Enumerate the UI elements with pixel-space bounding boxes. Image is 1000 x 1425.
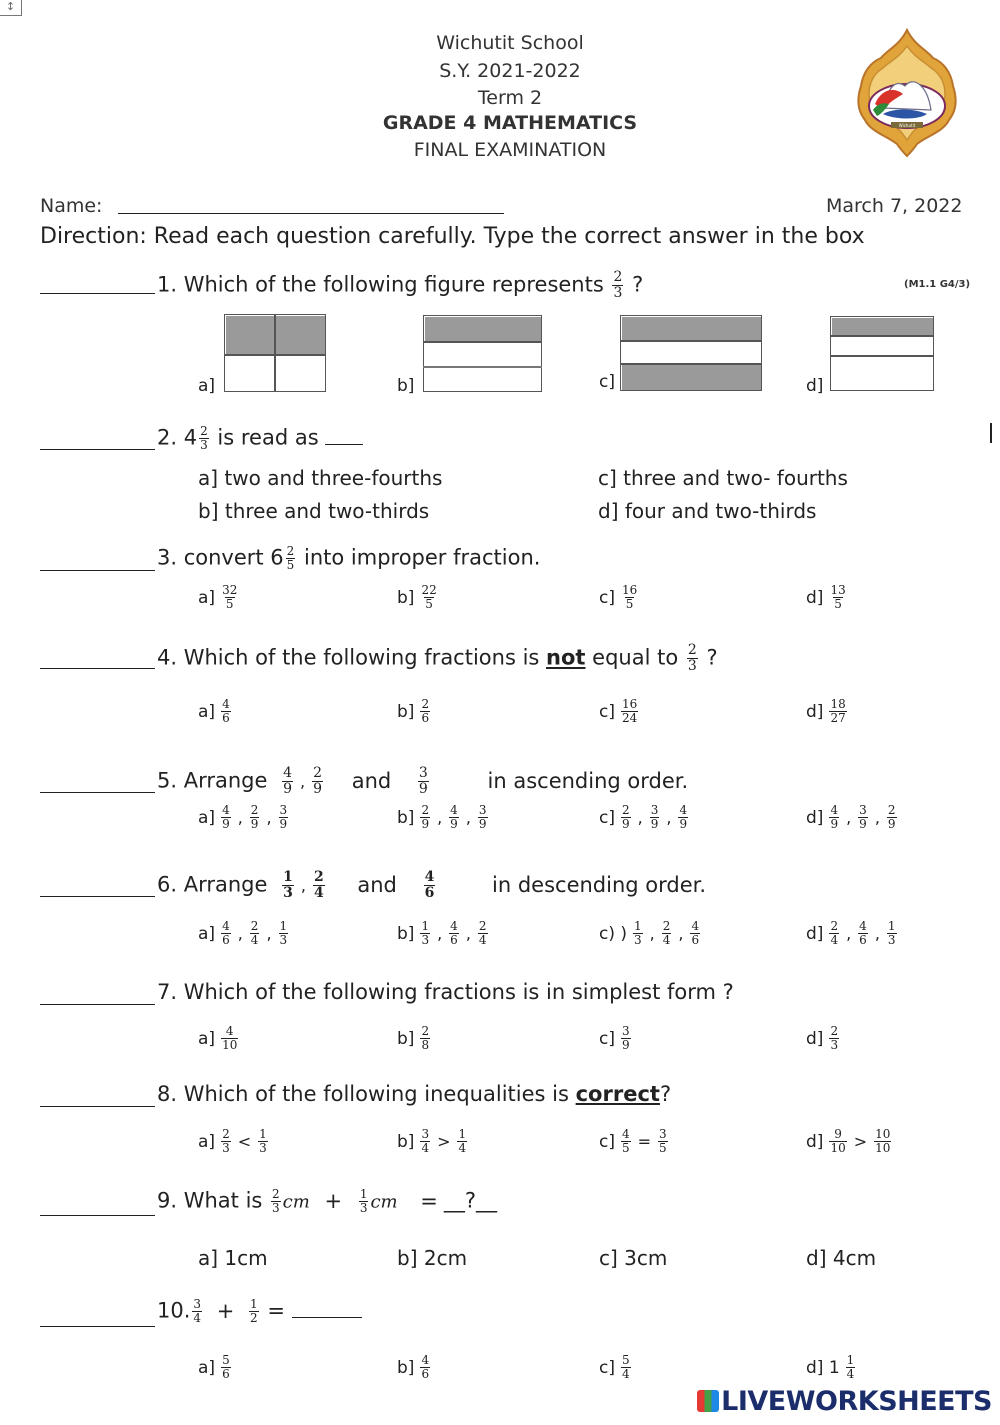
fraction: $\frac{3}{9}$ bbox=[478, 803, 487, 831]
answer-blank-1[interactable] bbox=[40, 293, 155, 294]
fraction: $\frac{2}{9}$ bbox=[621, 803, 630, 831]
fraction: $\frac{9}{10}$ bbox=[830, 1127, 846, 1155]
fraction: $\frac{1}{3}$ bbox=[283, 869, 293, 901]
fraction: $\frac{3}{9}$ bbox=[418, 765, 428, 797]
option-8a[interactable]: a] $\frac{2}{3}$ < $\frac{1}{3}$ bbox=[198, 1127, 267, 1155]
school-logo bbox=[853, 28, 961, 158]
fraction: $\frac{10}{10}$ bbox=[875, 1127, 891, 1155]
figure-d-label[interactable]: d] bbox=[806, 376, 824, 396]
fraction: $\frac{1}{3}$ bbox=[887, 919, 896, 947]
fraction: $\frac{2}{9}$ bbox=[250, 803, 259, 831]
fraction: $\frac{16}{24}$ bbox=[621, 697, 638, 725]
fraction: $\frac{1}{3}$ bbox=[421, 919, 430, 947]
fraction: $\frac{2}{3}$ bbox=[272, 1187, 280, 1215]
option-7d[interactable]: d] $\frac{2}{3}$ bbox=[806, 1024, 839, 1052]
option-9c[interactable]: c] 3cm bbox=[599, 1246, 668, 1270]
option-2b[interactable]: b] three and two-thirds bbox=[198, 499, 430, 523]
fraction: $\frac{4}{9}$ bbox=[283, 765, 293, 797]
fraction: $\frac{1}{3}$ bbox=[634, 919, 642, 947]
fraction: $\frac{4}{6}$ bbox=[424, 869, 435, 901]
fraction: $\frac{22}{5}$ bbox=[421, 583, 437, 611]
option-6b[interactable]: b] $\frac{1}{3}$ , $\frac{4}{6}$ , $\frac{2}{4}$ bbox=[397, 919, 487, 947]
fraction: $\frac{4}{9}$ bbox=[450, 803, 458, 831]
option-6c[interactable]: c) ) $\frac{1}{3}$ , $\frac{2}{4}$ , $\frac{4}{6}$ bbox=[599, 919, 700, 947]
question-10: 10. $\frac{3}{4}$ + $\frac{1}{2}$ = bbox=[157, 1298, 362, 1325]
fraction: $\frac{2}{9}$ bbox=[887, 803, 896, 831]
figure-c-label[interactable]: c] bbox=[599, 372, 615, 392]
option-3d[interactable]: d] $\frac{13}{5}$ bbox=[806, 583, 846, 611]
option-5d[interactable]: d] $\frac{4}{9}$ , $\frac{3}{9}$ , $\frac{2}{9}$ bbox=[806, 803, 896, 831]
fraction: $\frac{1}{3}$ bbox=[279, 919, 288, 947]
question-1-text: 1. Which of the following figure represents bbox=[157, 272, 604, 297]
question-1 bbox=[157, 270, 643, 301]
option-3a[interactable]: a] $\frac{32}{5}$ bbox=[198, 583, 238, 611]
option-10c[interactable]: c] $\frac{5}{4}$ bbox=[599, 1353, 630, 1381]
answer-blank-5[interactable] bbox=[40, 792, 155, 793]
option-5a[interactable]: a] $\frac{4}{9}$ , $\frac{2}{9}$ , $\frac{3}{9}$ bbox=[198, 803, 288, 831]
fraction: $\frac{3}{9}$ bbox=[859, 803, 867, 831]
option-2d[interactable]: d] four and two-thirds bbox=[598, 499, 817, 523]
fraction: $\frac{2}{4}$ bbox=[250, 919, 259, 947]
fraction: $\frac{2}{3}$ bbox=[613, 269, 623, 301]
fraction: $\frac{13}{5}$ bbox=[830, 583, 846, 611]
fraction: $\frac{4}{6}$ bbox=[859, 919, 867, 947]
figure-b-label[interactable]: b] bbox=[397, 376, 415, 396]
fraction: $\frac{4}{10}$ bbox=[222, 1024, 238, 1052]
option-10a[interactable]: a] $\frac{5}{6}$ bbox=[198, 1353, 230, 1381]
answer-blank-7[interactable] bbox=[40, 1004, 155, 1005]
school-name: Wichutit School bbox=[436, 32, 584, 54]
option-9a[interactable]: a] 1cm bbox=[198, 1246, 268, 1270]
figure-a-label[interactable]: a] bbox=[198, 376, 216, 396]
fraction: $\frac{2}{5}$ bbox=[286, 544, 295, 572]
fraction: $\frac{4}{6}$ bbox=[450, 919, 458, 947]
liveworksheets-logo-icon bbox=[697, 1390, 719, 1412]
answer-blank-3[interactable] bbox=[40, 570, 155, 571]
fraction: $\frac{3}{5}$ bbox=[659, 1127, 667, 1155]
fraction: $\frac{1}{4}$ bbox=[846, 1353, 855, 1381]
fraction: $\frac{3}{9}$ bbox=[621, 1024, 630, 1052]
fraction: $\frac{2}{3}$ bbox=[687, 642, 697, 674]
answer-blank-9[interactable] bbox=[40, 1215, 155, 1216]
question-4: 4. Which of the following fractions is not equal to $\frac{2}{3}$ ? bbox=[157, 642, 718, 674]
fraction: $\frac{3}{4}$ bbox=[193, 1297, 202, 1325]
fraction: $\frac{2}{4}$ bbox=[313, 869, 324, 901]
question-mark: ? bbox=[632, 272, 644, 297]
fraction: $\frac{2}{3}$ bbox=[830, 1024, 839, 1052]
question-7: 7. Which of the following fractions is in simplest form ? bbox=[157, 980, 734, 1004]
question-3: 3. convert 6 $\frac{2}{5}$ into improper fraction. bbox=[157, 544, 541, 572]
fraction: $\frac{4}{6}$ bbox=[222, 697, 230, 725]
fraction: $\frac{4}{9}$ bbox=[679, 803, 688, 831]
option-3b[interactable]: b] $\frac{22}{5}$ bbox=[397, 583, 437, 611]
fraction: $\frac{5}{6}$ bbox=[222, 1353, 230, 1381]
option-4d[interactable]: d] $\frac{18}{27}$ bbox=[806, 697, 846, 725]
fraction: $\frac{3}{4}$ bbox=[421, 1127, 430, 1155]
sum-blank[interactable] bbox=[292, 1317, 362, 1318]
option-8b[interactable]: b] $\frac{3}{4}$ > $\frac{1}{4}$ bbox=[397, 1127, 467, 1155]
fraction: $\frac{1}{4}$ bbox=[458, 1127, 467, 1155]
fraction: $\frac{3}{9}$ bbox=[650, 803, 659, 831]
option-4a[interactable]: a] $\frac{4}{6}$ bbox=[198, 697, 230, 725]
answer-blank-8[interactable] bbox=[40, 1106, 155, 1107]
indicator-code: (M1.1 G4/3) bbox=[904, 279, 971, 290]
fraction: $\frac{4}{9}$ bbox=[830, 803, 839, 831]
fraction: $\frac{2}{9}$ bbox=[313, 765, 323, 797]
emphasis-correct: correct bbox=[575, 1082, 660, 1106]
exam-date: March 7, 2022 bbox=[826, 195, 963, 217]
reading-blank[interactable] bbox=[325, 444, 363, 445]
option-9d[interactable]: d] 4cm bbox=[806, 1246, 877, 1270]
option-9b[interactable]: b] 2cm bbox=[397, 1246, 468, 1270]
fraction: $\frac{4}{5}$ bbox=[621, 1127, 630, 1155]
fraction: $\frac{1}{3}$ bbox=[259, 1127, 267, 1155]
fraction: $\frac{3}{9}$ bbox=[279, 803, 288, 831]
option-2a[interactable]: a] two and three-fourths bbox=[198, 466, 443, 490]
fraction: $\frac{2}{9}$ bbox=[421, 803, 430, 831]
option-3c[interactable]: c] $\frac{16}{5}$ bbox=[599, 583, 638, 611]
fraction: $\frac{4}{9}$ bbox=[222, 803, 230, 831]
answer-blank-6[interactable] bbox=[40, 896, 155, 897]
emphasis-not: not bbox=[546, 645, 586, 670]
fraction: $\frac{2}{3}$ bbox=[200, 424, 208, 452]
question-8: 8. Which of the following inequalities is correct? bbox=[157, 1082, 672, 1106]
fraction: $\frac{4}{6}$ bbox=[691, 919, 700, 947]
fraction: $\frac{2}{6}$ bbox=[421, 697, 430, 725]
option-7a[interactable]: a] $\frac{4}{10}$ bbox=[198, 1024, 238, 1052]
option-8d[interactable]: d] $\frac{9}{10}$ > $\frac{10}{10}$ bbox=[806, 1127, 891, 1155]
school-year: S.Y. 2021-2022 bbox=[439, 60, 581, 82]
fraction: $\frac{32}{5}$ bbox=[222, 583, 238, 611]
liveworksheets-watermark[interactable]: LIVEWORKSHEETS bbox=[697, 1386, 992, 1417]
fraction: $\frac{5}{4}$ bbox=[621, 1353, 630, 1381]
option-10d[interactable]: d] 1 $\frac{1}{4}$ bbox=[806, 1353, 855, 1381]
fraction: $\frac{18}{27}$ bbox=[830, 697, 846, 725]
fraction: $\frac{2}{4}$ bbox=[830, 919, 839, 947]
question-6: 6. Arrange $\frac{1}{3}$ , $\frac{2}{4}$ and $\frac{4}{6}$ in descending order. bbox=[157, 869, 707, 901]
answer-blank-4[interactable] bbox=[40, 668, 155, 669]
option-10b[interactable]: b] $\frac{4}{6}$ bbox=[397, 1353, 430, 1381]
fraction: $\frac{2}{8}$ bbox=[421, 1024, 430, 1052]
question-9: 9. What is $\frac{2}{3}$ cm + $\frac{1}{3}$ cm = __?__ bbox=[157, 1187, 498, 1215]
option-6a[interactable]: a] $\frac{4}{6}$ , $\frac{2}{4}$ , $\frac{1}{3}$ bbox=[198, 919, 288, 947]
fraction: $\frac{16}{5}$ bbox=[621, 583, 638, 611]
fraction: $\frac{2}{4}$ bbox=[662, 919, 671, 947]
option-6d[interactable]: d] $\frac{2}{4}$ , $\frac{4}{6}$ , $\frac{1}{3}$ bbox=[806, 919, 896, 947]
corner-handle-icon[interactable]: ↕ bbox=[0, 0, 22, 16]
option-4b[interactable]: b] $\frac{2}{6}$ bbox=[397, 697, 430, 725]
question-5: 5. Arrange $\frac{4}{9}$ , $\frac{2}{9}$ and $\frac{3}{9}$ in ascending order. bbox=[157, 765, 689, 797]
option-7c[interactable]: c] $\frac{3}{9}$ bbox=[599, 1024, 630, 1052]
name-label: Name: bbox=[40, 195, 103, 217]
answer-blank-2[interactable] bbox=[40, 449, 155, 450]
option-5c[interactable]: c] $\frac{2}{9}$ , $\frac{3}{9}$ , $\frac{4}{9}$ bbox=[599, 803, 688, 831]
fraction: $\frac{1}{2}$ bbox=[250, 1297, 258, 1325]
name-field[interactable] bbox=[118, 213, 504, 214]
option-5b[interactable]: b] $\frac{2}{9}$ , $\frac{4}{9}$ , $\frac{3}{9}$ bbox=[397, 803, 487, 831]
exam-title: FINAL EXAMINATION bbox=[413, 139, 607, 161]
fraction: $\frac{4}{6}$ bbox=[222, 919, 230, 947]
fraction: $\frac{4}{6}$ bbox=[421, 1353, 430, 1381]
fraction: $\frac{1}{3}$ bbox=[359, 1187, 368, 1215]
term: Term 2 bbox=[477, 87, 543, 109]
fraction: $\frac{2}{4}$ bbox=[478, 919, 487, 947]
fraction: $\frac{2}{3}$ bbox=[222, 1127, 230, 1155]
subject-title: GRADE 4 MATHEMATICS bbox=[382, 112, 638, 134]
option-2c[interactable]: c] three and two- fourths bbox=[598, 466, 848, 490]
option-4c[interactable]: c] $\frac{16}{24}$ bbox=[599, 697, 638, 725]
sum-blank[interactable]: __?__ bbox=[443, 1188, 498, 1213]
answer-blank-10[interactable] bbox=[40, 1326, 155, 1327]
option-8c[interactable]: c] $\frac{4}{5}$ = $\frac{3}{5}$ bbox=[599, 1127, 667, 1155]
text-cursor bbox=[990, 423, 992, 443]
option-7b[interactable]: b] $\frac{2}{8}$ bbox=[397, 1024, 430, 1052]
question-2: 2. 4 $\frac{2}{3}$ is read as bbox=[157, 425, 363, 452]
directions: Direction: Read each question carefully. Type the correct answer in the box bbox=[40, 224, 865, 249]
logo-text: Wichutit bbox=[898, 123, 916, 128]
